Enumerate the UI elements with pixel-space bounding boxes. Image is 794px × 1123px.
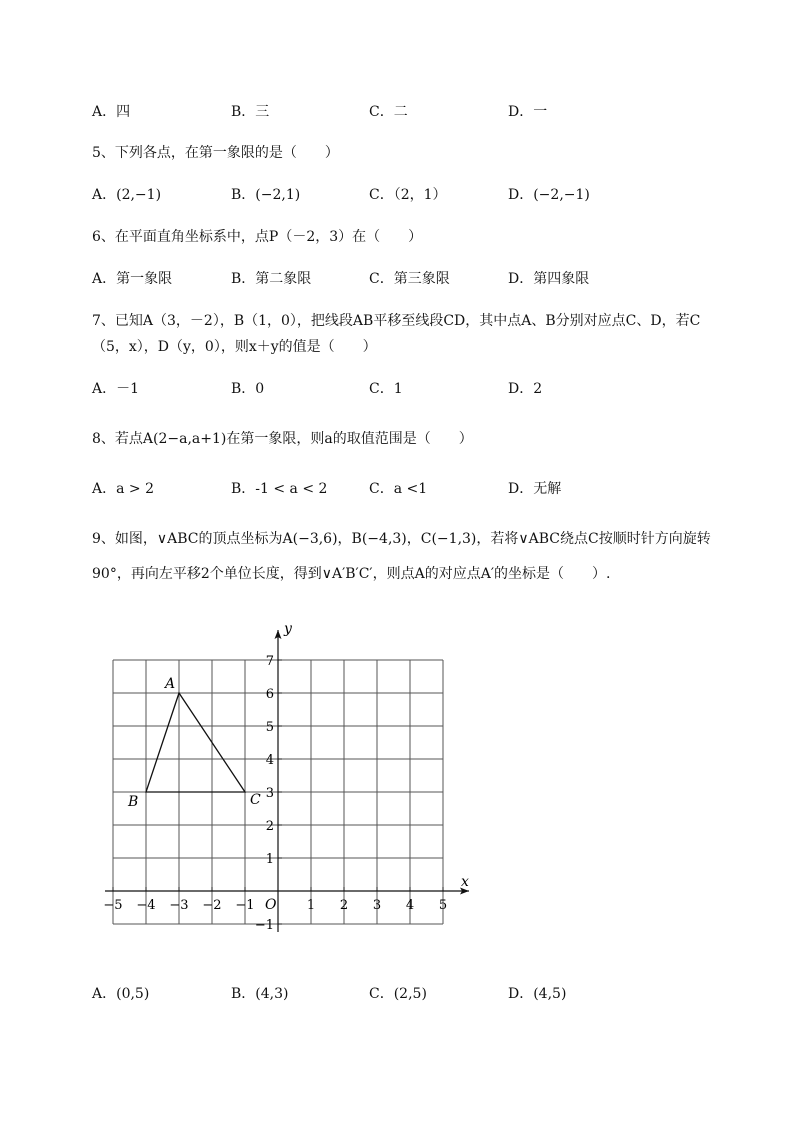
q7-options [92,378,732,398]
point-label-a: A [165,676,176,692]
q6-option-b: B．第二象限 [231,271,312,287]
q9-stem-line1: 9、如图，∨ABC的顶点坐标为A(−3,6)，B(−4,3)，C(−1,3)，若将∨ABC绕点C按顺时针方向旋转 [92,531,711,547]
q4-options [92,101,732,121]
x-tick-label: −2 [202,898,222,913]
q9-options [92,983,732,1003]
x-tick-label: 1 [306,898,316,913]
q8-option-d: D．无解 [508,481,562,497]
triangle-outline [146,693,245,792]
q4-option-d: D．一 [508,104,548,120]
q6-stem: 6、在平面直角坐标系中，点P（－2，3）在（ ） [92,229,423,245]
x-tick-label: 5 [438,898,448,913]
origin-label: O [265,897,277,913]
q9-option-d: D．(4,5) [508,986,567,1002]
q5-options [92,184,732,204]
triangle-abc [127,676,261,810]
q9-option-b: B．(4,3) [231,986,289,1002]
axes [105,621,469,932]
q5-option-c: C．（2，1） [369,187,447,203]
q6-option-c: C．第三象限 [369,271,450,287]
q9-stem-line2: 90°，再向左平移2个单位长度，得到∨A′B′C′，则点A的对应点A′的坐标是（ ）. [92,566,611,582]
x-tick-label: 4 [405,898,415,913]
q5-option-b: B．(−2,1) [231,187,301,203]
y-tick-label: 7 [265,654,274,669]
q5-stem: 5、下列各点，在第一象限的是（ ） [92,145,339,161]
y-tick-label: 2 [265,819,274,834]
x-tick-label: −5 [103,898,123,913]
q8-options [92,478,732,498]
x-tick-label: 3 [372,898,382,913]
q7-stem-line2: （5，x），D（y，0），则x＋y的值是（ ） [92,339,377,355]
q4-option-a: A．四 [92,104,131,120]
q9-option-c: C．(2,5) [369,986,427,1002]
q9-option-a: A．(0,5) [92,986,150,1002]
y-tick-label: −1 [254,918,274,933]
q8-option-b: B．-1 < a < 2 [231,481,328,497]
x-tick-label: −4 [136,898,156,913]
q6-option-d: D．第四象限 [508,271,590,287]
q5-option-a: A．(2,−1) [92,187,162,203]
q6-options [92,268,732,288]
q7-option-d: D．2 [508,381,543,397]
x-tick-label: −1 [235,898,255,913]
point-label-b: B [128,794,139,810]
q8-stem: 8、若点A(2−a,a+1)在第一象限，则a的取值范围是（ ） [92,431,473,447]
x-tick-label: −3 [169,898,189,913]
y-tick-label: 3 [265,786,274,801]
q5-option-d: D．(−2,−1) [508,187,590,203]
x-axis-label: x [461,874,469,890]
q6-option-a: A．第一象限 [92,271,173,287]
y-tick-label: 4 [265,753,274,768]
point-label-c: C [250,792,261,808]
q8-option-c: C．a <1 [369,481,428,497]
x-tick-label: 2 [339,898,349,913]
q7-stem-line1: 7、已知A（3，－2），B（1，0），把线段AB平移至线段CD，其中点A、B分别对应点C、D，若C [92,313,701,329]
q7-option-b: B．0 [231,381,265,397]
y-axis-label: y [284,621,292,637]
q4-option-c: C．二 [369,104,408,120]
coordinate-graph [95,615,475,935]
q4-option-b: B．三 [231,104,270,120]
y-tick-label: 5 [265,720,274,735]
q7-option-c: C．1 [369,381,403,397]
y-tick-label: 6 [265,687,274,702]
q8-option-a: A．a > 2 [92,481,154,497]
y-tick-label: 1 [265,852,274,867]
q7-option-a: A．－1 [92,381,140,397]
